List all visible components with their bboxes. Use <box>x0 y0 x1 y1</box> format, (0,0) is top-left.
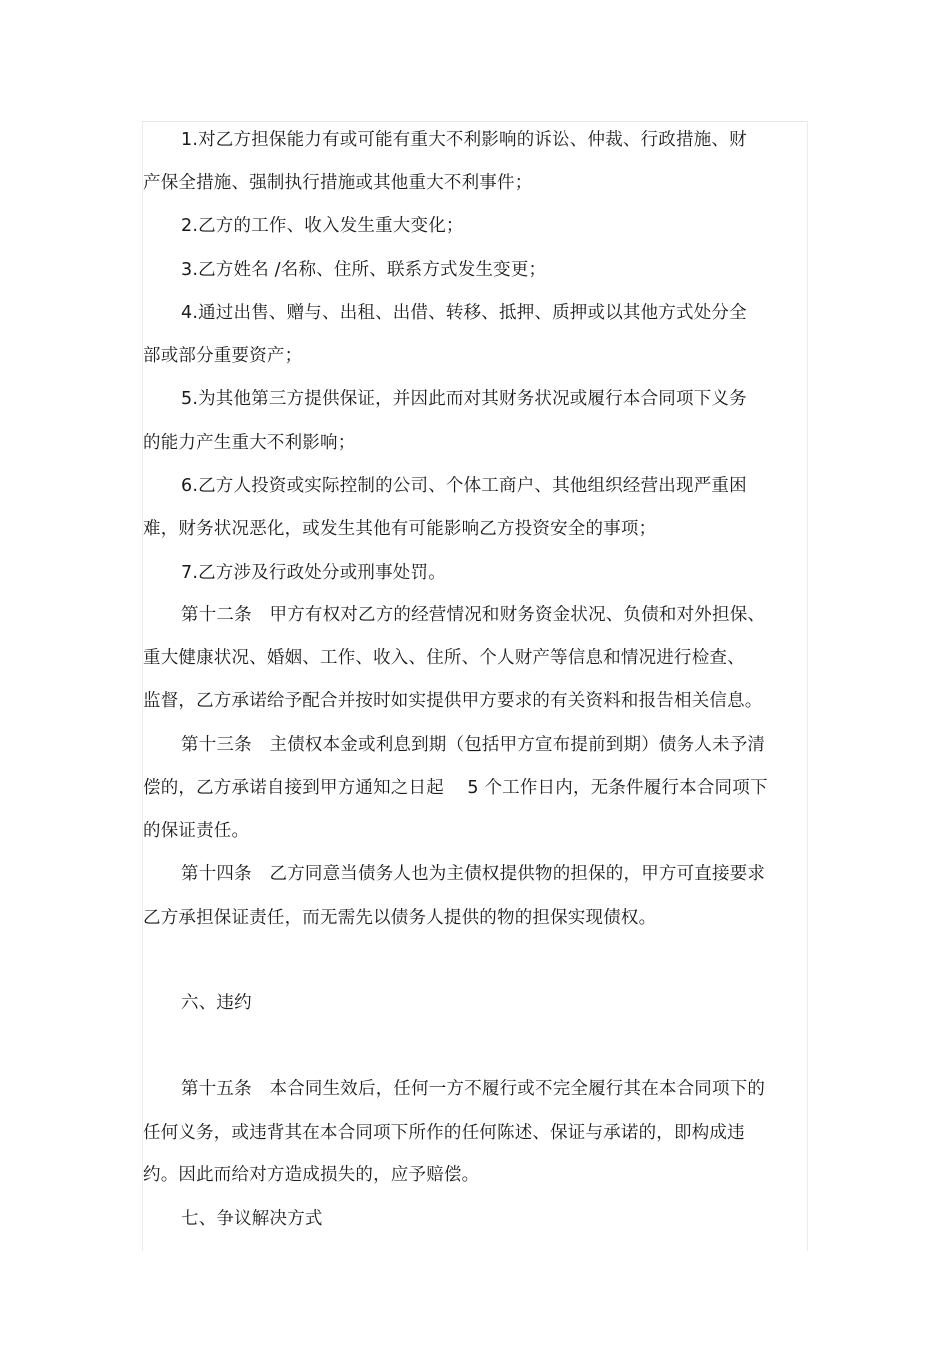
article-13-line-3: 的保证责任。 <box>143 821 250 841</box>
article-12-line-2: 重大健康状况、婚姻、工作、收入、住所、个人财产等信息和情况进行检查、 <box>143 648 745 668</box>
article-13-line-2: 偿的，乙方承诺自接到甲方通知之日起 5 个工作日内，无条件履行本合同项下 <box>143 778 768 798</box>
article-14-line-1: 第十四条 乙方同意当债务人也为主债权提供物的担保的，甲方可直接要求 <box>181 864 766 884</box>
article-12-line-3: 监督，乙方承诺给予配合并按时如实提供甲方要求的有关资料和报告相关信息。 <box>143 691 763 711</box>
article-13-line-1: 第十三条 主债权本金或利息到期（包括甲方宣布提前到期）债务人未予清 <box>181 735 766 755</box>
item-4-line-1: 4.通过出售、赠与、出租、出借、转移、抵押、质押或以其他方式处分全 <box>181 303 747 323</box>
item-3-line: 3.乙方姓名 /名称、住所、联系方式发生变更； <box>181 260 547 280</box>
item-5-line-1: 5.为其他第三方提供保证，并因此而对其财务状况或履行本合同项下义务 <box>181 389 747 409</box>
item-2-line: 2.乙方的工作、收入发生重大变化； <box>181 216 464 236</box>
item-4-line-2: 部或部分重要资产； <box>143 346 303 366</box>
article-14-line-2: 乙方承担保证责任，而无需先以债务人提供的物的担保实现债权。 <box>143 908 657 928</box>
item-1-line-1: 1.对乙方担保能力有或可能有重大不利影响的诉讼、仲裁、行政措施、财 <box>181 130 747 150</box>
item-1-line-2: 产保全措施、强制执行措施或其他重大不利事件； <box>143 173 533 193</box>
article-15-line-1: 第十五条 本合同生效后，任何一方不履行或不完全履行其在本合同项下的 <box>181 1079 766 1099</box>
item-7-line: 7.乙方涉及行政处分或刑事处罚。 <box>181 563 446 583</box>
item-6-line-2: 难，财务状况恶化，或发生其他有可能影响乙方投资安全的事项； <box>143 519 657 539</box>
item-6-line-1: 6.乙方人投资或实际控制的公司、个体工商户、其他组织经营出现严重困 <box>181 476 747 496</box>
article-15-line-2: 任何义务，或违背其在本合同项下所作的任何陈述、保证与承诺的，即构成违 <box>143 1123 745 1143</box>
article-12-line-1: 第十二条 甲方有权对乙方的经营情况和财务资金状况、负债和对外担保、 <box>181 605 766 625</box>
section-6-heading: 六、违约 <box>181 993 252 1013</box>
item-5-line-2: 的能力产生重大不利影响； <box>143 433 356 453</box>
section-7-heading: 七、争议解决方式 <box>181 1209 323 1229</box>
article-15-line-3: 约。因此而给对方造成损失的，应予赔偿。 <box>143 1165 480 1185</box>
